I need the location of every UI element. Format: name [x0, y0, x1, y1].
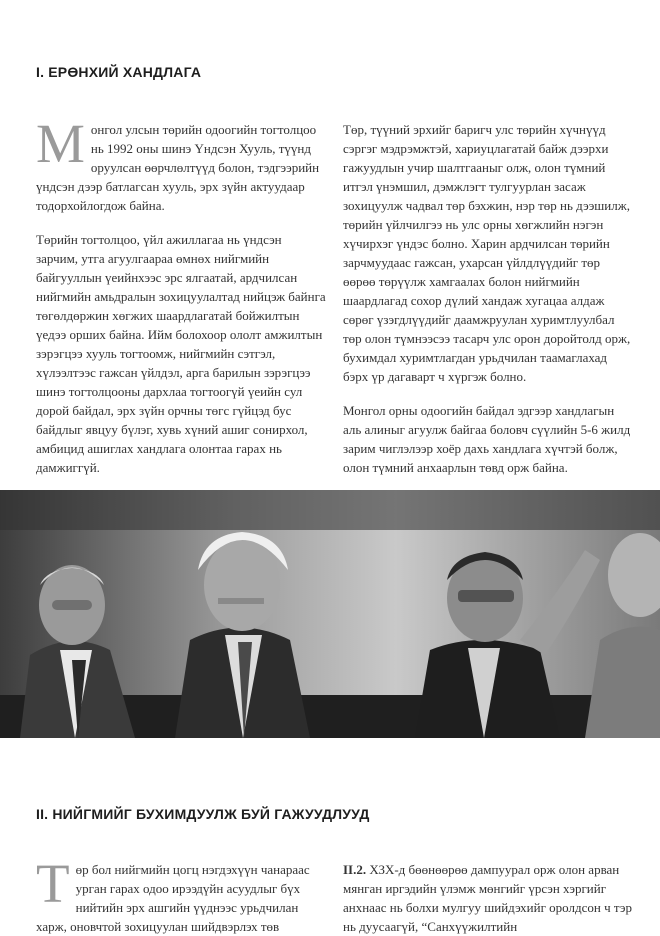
text-column-right-1: [343, 120, 633, 477]
text-column-left-2: [36, 853, 326, 936]
section-heading-2: II. НИЙГМИЙГ БУХИМДУУЛЖ БУЙ ГАЖУУДЛУУД: [36, 806, 370, 822]
paragraph: [343, 860, 633, 936]
group-photo: [0, 490, 660, 738]
paragraph: Төрийн тогтолцоо, үйл ажиллагаа нь үндсэн зарчим, утга агуулгаараа өмнөх нийгмийн байгууллын үеийнхээс эрс ялгаатай, ардчилсан нийгмийн амьдралын зохицуулалтад нийцэж байнга төгөлдөржин хөгжих шаардлагатай бойжилтын үедээ орших байна. Ийм болохоор ололт амжилтын зэрэгцээ хууль тогтоомж, нийгмийн сэтгэл, хүлээлтээс гажсан үйлдэл, арга барилын зэрэгцээ шинэ тогтолцооны дархлаа тогтоогүй үеийн сул дорой байдал, эрх зүйн орчны төгс гүйцэд бус байдлыг явцуу бүлэг, хувь хүний ашиг сонирхол, амбицид ашиглах хандлага олонтаа гарах нь дамжиггүй.: [36, 232, 326, 475]
subsection-number: II.2.: [343, 862, 367, 877]
paragraph-text: ХЗХ-д бөөнөөрөө дампуурал орж олон арван мянган иргэдийн үлэмж мөнгийг үрсэн хэргийг анхнаас нь болхи мулгуу шийдэхийг оролдсон ч тэр нь дуусаагүй, “Санхүүжилтийн: [343, 862, 632, 934]
paragraph: Төр, түүний эрхийг баригч улс төрийн хүчнүүд сэргэг мэдрэмжтэй, хариуцлагатай байж дээрхи гажуудлын учир шалтгааныг олж, олон түмний итгэл үнэмшил, дэмжлэгт тулгуурлан засаж зохицуулж чадвал төр бэхжин, нэр төр нь дээшилж, төрийн үйлчилгээ нь улс орны хөгжлийн нэгэн хүчирхэг үндэс болно. Харин ардчилсан төрийн зарчмуудаас гажсан, ухарсан үйлдлүүдийг төр өөрөө төрүүлж хамгаалах болон нийгмийн шаардлагад сохор дүлий хандаж хугацаа алдаж сөрөг үзэгдлүүдийг даамжруулан хуримтлуулбал төр олон түмнээсээ тасарч улс орон доройтолд орж, бухимдал хуримтлагдан урьдчилан таамаглахад бэрх үр дагаварт ч хүргэж болно.: [343, 122, 631, 384]
paragraph: [36, 113, 326, 215]
paragraph-text: өр бол нийгмийн цогц нэгдэхүүн чанараас урган гарах одоо ирээдүйн асуудлыг бүх нийтийн эрх ашгийн үүднээс урьдчилан харж, оновчтой зохицуулан шийдвэрлэх төв: [36, 862, 310, 934]
paragraph-text: онгол улсын төрийн одоогийн тогтолцоо нь 1992 оны шинэ Үндсэн Хууль, түүнд оруулсан өөрчлөлтүүд болон, тэдгээрийн үндсэн дээр батлагсан хууль, эрх зүйн актуудаар тодорхойлогдож байна.: [36, 122, 320, 213]
photo-icon: [0, 490, 660, 738]
text-column-left-1: [36, 113, 326, 477]
paragraph: [36, 853, 326, 936]
section-heading-1: I. ЕРӨНХИЙ ХАНДЛАГА: [36, 64, 202, 80]
text-column-right-2: [343, 860, 633, 936]
paragraph: Монгол орны одоогийн байдал эдгээр хандлагын аль алиныг агуулж байгаа боловч сүүлийн 5-6 жилд зарим чиглэлээр хоёр дахь хандлага хүчтэй болж, олон түмний анхаарлын төвд орж байна.: [343, 403, 631, 475]
drop-cap: М: [36, 113, 85, 174]
drop-cap: Т: [36, 853, 70, 914]
